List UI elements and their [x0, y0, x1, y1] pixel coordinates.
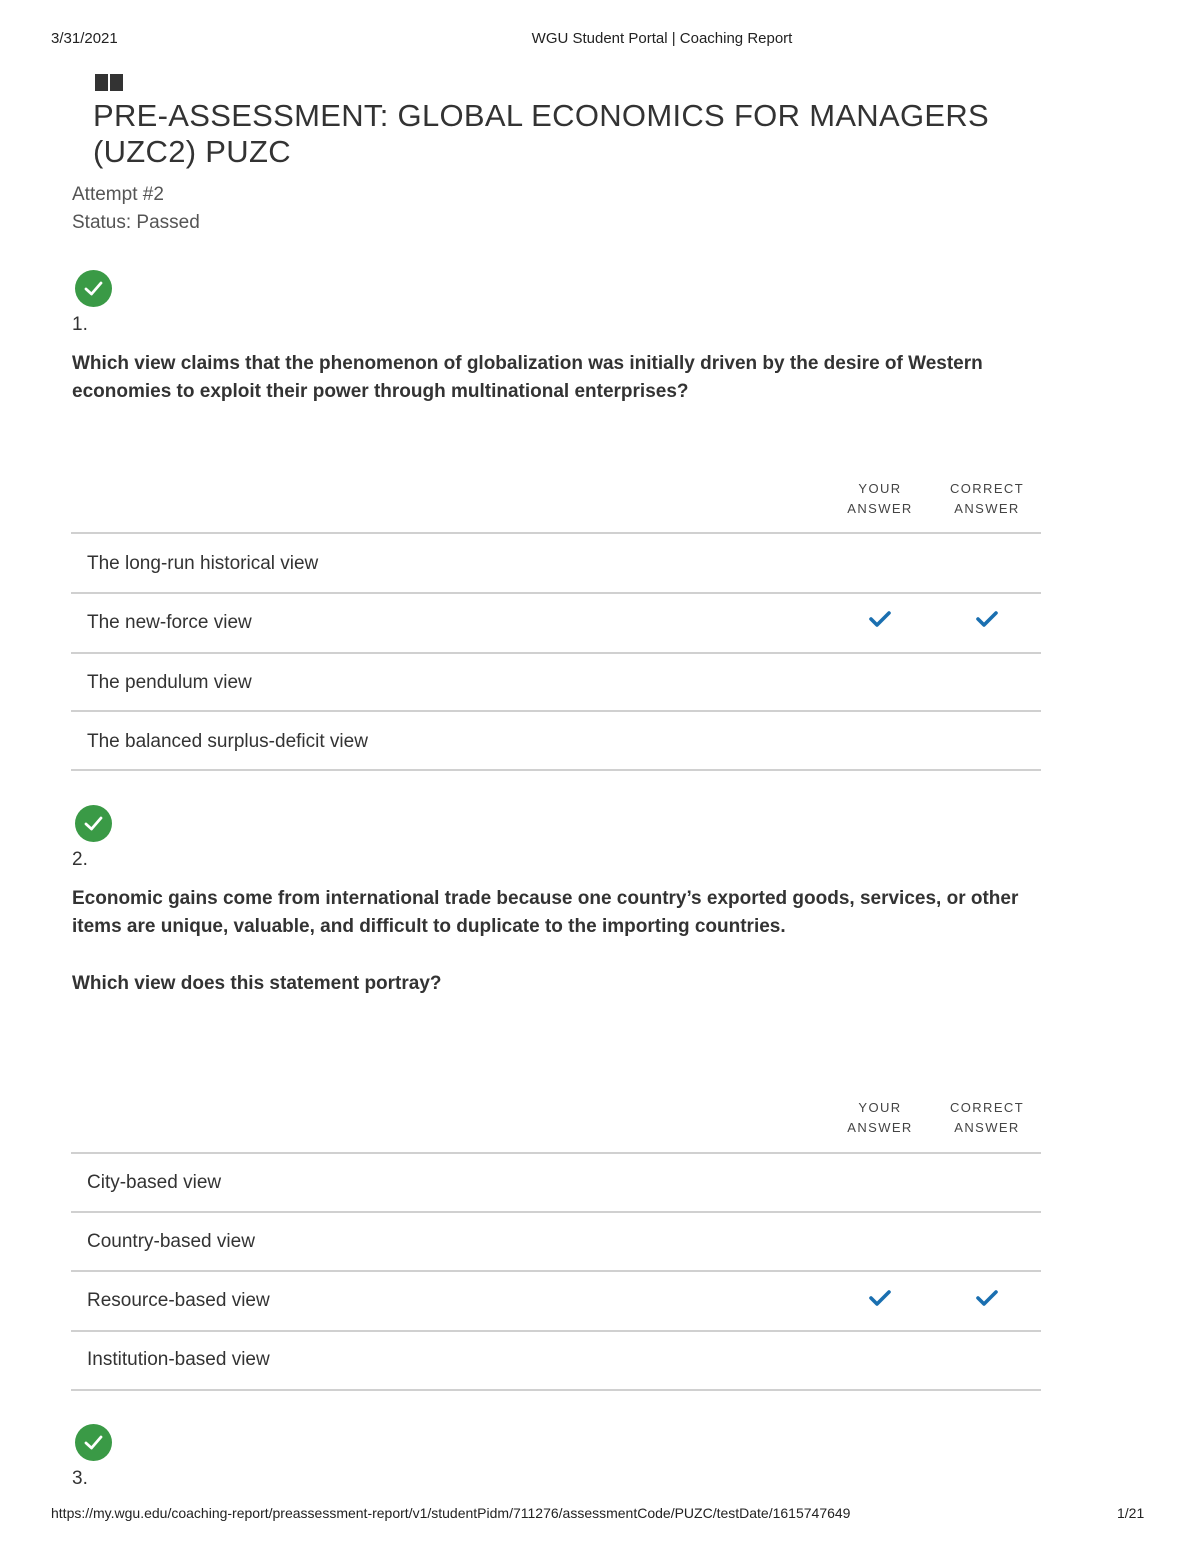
question-number: 3. [72, 1468, 88, 1489]
row-divider [71, 1330, 1041, 1332]
answer-option: The long-run historical view [87, 553, 319, 574]
status-text: Status: Passed [72, 212, 200, 233]
question-number: 2. [72, 849, 88, 870]
correct-check-icon [75, 805, 112, 842]
page-title: PRE-ASSESSMENT: GLOBAL ECONOMICS FOR MANAGERS (UZC2) PUZC [93, 98, 990, 169]
attempt-number: Attempt #2 [72, 184, 164, 205]
your-answer-check-icon [869, 610, 891, 628]
your-answer-header: YOUR ANSWER [847, 481, 913, 516]
row-divider [71, 1389, 1041, 1391]
answer-option: Resource-based view [87, 1290, 270, 1311]
answer-option: Institution-based view [87, 1349, 270, 1370]
correct-answer-check-icon [976, 1289, 998, 1307]
correct-check-icon [75, 1424, 112, 1461]
answer-option: The pendulum view [87, 672, 252, 693]
question-number: 1. [72, 314, 88, 335]
page-number: 1/21 [1117, 1505, 1145, 1521]
row-divider [71, 710, 1041, 712]
answer-option: The balanced surplus-deficit view [87, 731, 368, 752]
book-icon [95, 74, 123, 91]
correct-answer-check-icon [976, 610, 998, 628]
correct-check-icon [75, 270, 112, 307]
answer-option: The new-force view [87, 612, 252, 633]
your-answer-header: YOUR ANSWER [847, 1100, 913, 1135]
question-text: Economic gains come from international trade because one country’s exported goods, services, or other items are unique, valuable, and difficult to duplicate to the importing countries. [72, 888, 1019, 937]
row-divider [71, 1152, 1041, 1154]
your-answer-check-icon [869, 1289, 891, 1307]
row-divider [71, 652, 1041, 654]
row-divider [71, 1270, 1041, 1272]
answer-option: Country-based view [87, 1231, 255, 1252]
row-divider [71, 532, 1041, 534]
row-divider [71, 592, 1041, 594]
row-divider [71, 769, 1041, 771]
print-url: https://my.wgu.edu/coaching-report/preassessment-report/v1/studentPidm/711276/assessmentCode/PUZC/testDate/1615747649 [51, 1505, 851, 1521]
correct-answer-header: CORRECT ANSWER [949, 1100, 1025, 1135]
question-prompt: Which view does this statement portray? [72, 973, 442, 994]
question-text: Which view claims that the phenomenon of globalization was initially driven by the desire of Western economies to exploit their power through multinational enterprises? [72, 353, 983, 402]
print-header-title: WGU Student Portal | Coaching Report [531, 30, 793, 47]
row-divider [71, 1211, 1041, 1213]
print-date: 3/31/2021 [51, 30, 118, 47]
correct-answer-header: CORRECT ANSWER [949, 481, 1025, 516]
answer-option: City-based view [87, 1172, 222, 1193]
